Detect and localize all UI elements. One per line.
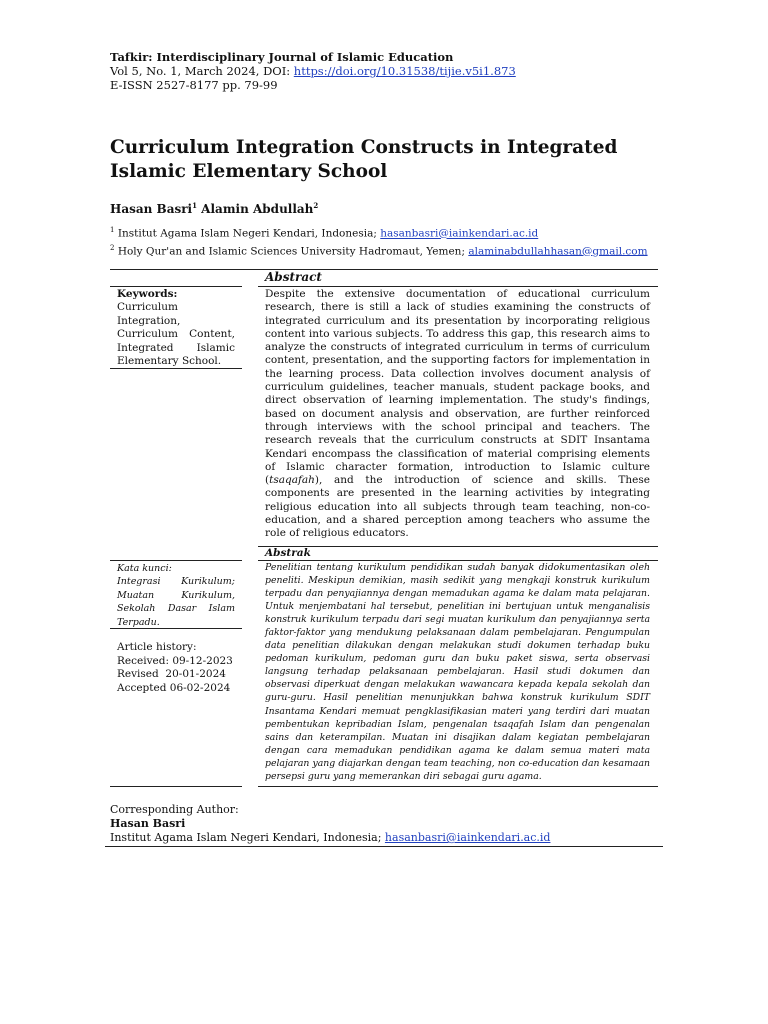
- corresponding-email[interactable]: hasanbasri@iainkendari.ac.id: [384, 831, 551, 844]
- keywords-list: [117, 301, 235, 369]
- issn-line: E-ISSN 2527-8177 pp. 79-99: [110, 78, 278, 92]
- rule-abstract-head: [258, 286, 658, 287]
- abstrak-text: Penelitian tentang kurikulum pendidikan sudah banyak didokumentasikan oleh peneliti. Meskipun demikian, masih sedikit yang mengkaji konstruk kurikulum terpadu dan penyajiannya dengan memadukan agama ke dalam mata pelajaran. Untuk menjembatani hal tersebut, penelitian ini bertujuan untuk menganalisis konstruk kurikulum terpadu dari segi muatan kurikulum dan penyajiannya serta faktor-faktor yang mendukung pelaksanaan dalam pembelajaran. Pengumpulan data penelitian dilakukan dengan melakukan studi dokumen terhadap buku pedoman kurikulum, pedoman guru dan buku paket siswa, serta observasi langsung terhadap pelaksanaan pembelajaran. Hasil studi dokumen dan observasi diperkuat dengan melakukan wawancara kepada kepala sekolah dan guru-guru. Hasil penelitian menunjukkan bahwa konstruk kurikulum SDIT Insantama Kendari memuat pengklasifikasian materi yang terdiri dari muatan pembentukan kepribadian Islam, pengenalan tsaqafah Islam dan pengenalan sains dan keterampilan. Muatan ini disajikan dalam kegiatan pembelajaran dengan cara memadukan pendidikan agama ke dalam semua materi mata pelajaran yang diajarkan dengan team teaching, non co-education dan kesamaan persepsi guru yang memerankan diri sebagai guru agama.: [265, 562, 650, 782]
- keyword-line: Elementary School.: [117, 355, 222, 367]
- corresponding-name: Hasan Basri: [110, 817, 186, 830]
- keyword-line: Integrated Islamic: [117, 341, 235, 354]
- affiliation-1-mark: 1: [110, 226, 115, 234]
- volume-line: [110, 64, 516, 78]
- kata-kunci-line: Integrasi Kurikulum;: [117, 576, 235, 587]
- rule-left-keywords: [110, 286, 242, 287]
- author-2: Alamin Abdullah: [201, 202, 314, 216]
- corresponding-label: Corresponding Author:: [110, 803, 239, 816]
- author-line: [110, 201, 318, 216]
- abstract-text: [265, 288, 650, 541]
- history-label: Article history:: [117, 641, 197, 653]
- journal-header: [110, 50, 516, 92]
- author-1: Hasan Basri: [110, 202, 193, 216]
- affiliation-1-text: Institut Agama Islam Negeri Kendari, Indonesia;: [117, 227, 381, 240]
- history-revised: Revised 20-01-2024: [117, 668, 226, 681]
- article-history: [117, 641, 233, 696]
- affiliation-2-mark: 2: [110, 243, 115, 252]
- keyword-line: Integration,: [117, 314, 181, 327]
- rule-abstrak-end: [258, 786, 658, 787]
- rule-corresponding: [105, 846, 663, 847]
- corresponding-affiliation-text: Institut Agama Islam Negeri Kendari, Indonesia;: [110, 831, 385, 844]
- abstract-text-part: Despite the extensive documentation of educational curriculum research, there is still a lack of studies examining the constructs of integrated curriculum and its presentation by incorporating religious content into various subjects. To address this gap, this research aims to analyze the constructs of integrated curriculum in terms of curriculum content, presentation, and the supporting factors for implementation in the learning process. Data collection involves document analysis of curriculum guidelines, teacher manuals, student package books, and direct observation of learning implementation. The study's findings, based on document analysis and observation, are further reinforced through interviews with the school principal and teachers. The research reveals that the curriculum constructs at SDIT Insantama Kendari encompass the classification of material comprising elements of Islamic character formation, introduction to Islamic culture (: [265, 288, 650, 487]
- history-received: Received: 09-12-2023: [117, 654, 233, 667]
- affiliations: [110, 223, 648, 258]
- abstract-heading: Abstract: [265, 270, 322, 284]
- author-2-affil-mark: 2: [313, 201, 319, 210]
- rule-left-katakunci: [110, 560, 242, 561]
- abstract-text-italic: tsaqafah: [269, 474, 315, 487]
- rule-top: [110, 269, 658, 270]
- kata-kunci-label: Kata kunci:: [117, 563, 172, 574]
- kata-kunci-list: [117, 575, 235, 629]
- abstrak-heading: Abstrak: [265, 547, 311, 559]
- keyword-line: Curriculum: [117, 301, 178, 313]
- corresponding-affiliation: [110, 831, 550, 844]
- affiliation-2: [110, 241, 648, 259]
- author-1-affil-mark: 1: [192, 201, 197, 210]
- abstract-text-part: ), and the introduction of science and skills. These components are presented in the learning activities by integrating religious education into all subjects through team teaching, non-co-education, and a shared perception among teachers who assume the role of religious educators.: [265, 474, 650, 540]
- paper-title: Curriculum Integration Constructs in Integrated Islamic Elementary School: [110, 137, 618, 182]
- affiliation-1-email[interactable]: hasanbasri@iainkendari.ac.id: [380, 227, 539, 240]
- history-accepted: Accepted 06-02-2024: [117, 682, 231, 695]
- affiliation-2-text: Holy Qur'an and Islamic Sciences University Hadromaut, Yemen;: [117, 245, 469, 257]
- keyword-line: Curriculum Content,: [117, 328, 235, 340]
- kata-kunci-line: Terpadu.: [117, 616, 160, 628]
- doi-link[interactable]: https://doi.org/10.31538/tijie.v5i1.873: [293, 64, 516, 78]
- affiliation-1: [110, 223, 648, 241]
- volume-info: Vol 5, No. 1, March 2024, DOI:: [110, 64, 294, 78]
- rule-abstract-end: [258, 546, 658, 547]
- affiliation-2-email[interactable]: alaminabdullahhasan@gmail.com: [468, 245, 648, 257]
- rule-left-history-end: [110, 786, 242, 787]
- kata-kunci-line: Muatan Kurikulum,: [117, 589, 235, 601]
- journal-name: Tafkir: Interdisciplinary Journal of Islamic Education: [110, 50, 454, 64]
- keywords-label: Keywords:: [117, 288, 178, 300]
- kata-kunci-line: Sekolah Dasar Islam: [117, 603, 235, 614]
